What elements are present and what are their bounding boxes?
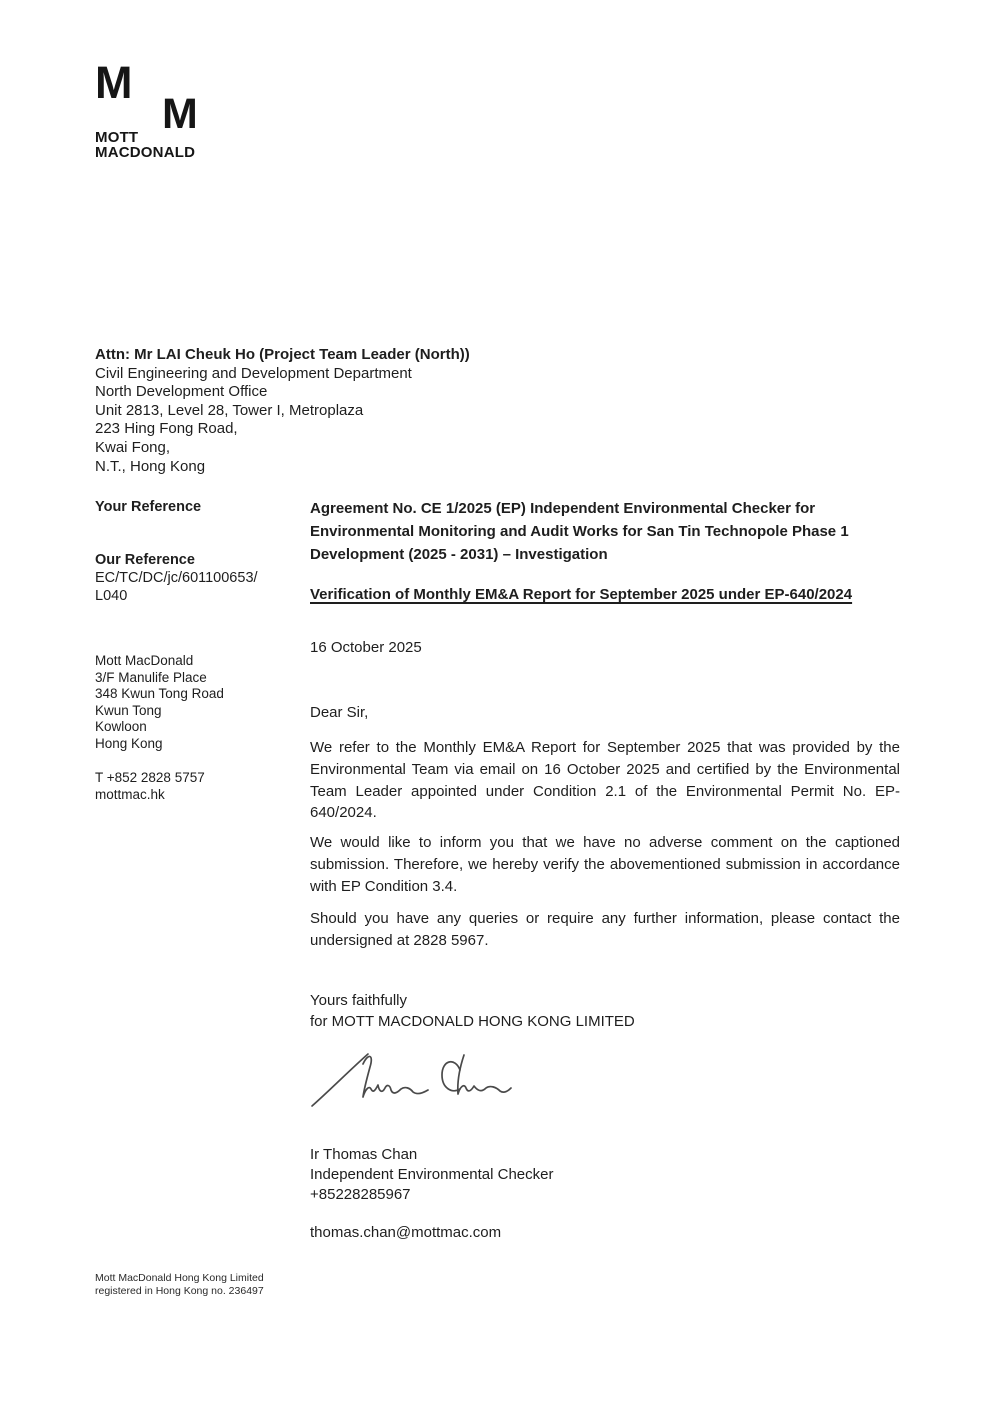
body-paragraph: We refer to the Monthly EM&A Report for September 2025 that was provided by the Environmental Team via email on 16 October 2025 and certified by the Environmental Team Leader appointed under Condition 2.1 of the Environmental Permit No. EP-640/2024.: [310, 739, 900, 822]
footer-line: Mott MacDonald Hong Kong Limited: [95, 1272, 264, 1284]
signatory-title: Independent Environmental Checker: [310, 1166, 554, 1183]
logo-wordmark: [95, 131, 195, 160]
letter-subject: Agreement No. CE 1/2025 (EP) Independent Environmental Checker for Environmental Monitoring and Audit Works for San Tin Technopole Phase 1 Development (2025 - 2031) – Investigation: [310, 500, 849, 563]
our-reference-label: Our Reference: [95, 552, 195, 568]
signatory-email: thomas.chan@mottmac.com: [310, 1224, 502, 1241]
signature-image: [308, 1048, 518, 1112]
body-paragraph: Should you have any queries or require any further information, please contact the undersigned at 2828 5967.: [310, 910, 900, 949]
your-reference-label: Your Reference: [95, 499, 202, 515]
attn-line: Attn: Mr LAI Cheuk Ho (Project Team Leader (North)): [95, 346, 470, 363]
sender-address-line: 3/F Manulife Place: [95, 669, 207, 685]
sender-website: mottmac.hk: [95, 786, 165, 802]
sender-address-line: 348 Kwun Tong Road: [95, 686, 224, 702]
logo-wordmark-line2: MACDONALD: [95, 143, 196, 161]
recipient-line: N.T., Hong Kong: [95, 457, 206, 475]
sender-address-line: Kowloon: [95, 719, 147, 735]
recipient-line: Unit 2813, Level 28, Tower I, Metroplaza: [95, 401, 364, 419]
recipient-line: Kwai Fong,: [95, 438, 171, 456]
salutation: Dear Sir,: [310, 704, 369, 721]
logo-wordmark-line1: MOTT: [95, 129, 139, 146]
recipient-line: 223 Hing Fong Road,: [95, 420, 238, 438]
our-reference-value: L040: [95, 588, 128, 604]
footer-line: registered in Hong Kong no. 236497: [95, 1285, 264, 1297]
recipient-line: North Development Office: [95, 383, 268, 401]
our-reference-value: EC/TC/DC/jc/601100653/: [95, 570, 258, 586]
closing-line: Yours faithfully: [310, 992, 408, 1009]
our-reference-block: [95, 551, 258, 605]
logo-m-upper-icon: M: [95, 57, 132, 108]
mott-macdonald-logo: [95, 57, 235, 165]
closing-block: [310, 990, 900, 1032]
recipient-address-block: [95, 346, 470, 476]
sender-address-line: Kwun Tong: [95, 702, 162, 718]
sender-address-block: [95, 653, 224, 753]
signatory-block: [310, 1145, 900, 1205]
recipient-line: Civil Engineering and Development Department: [95, 364, 412, 382]
sender-address-line: Mott MacDonald: [95, 653, 194, 668]
sender-address-line: Hong Kong: [95, 735, 163, 751]
body-paragraph: We would like to inform you that we have no adverse comment on the captioned submission. Therefore, we hereby verify the abovementioned submission in accordance with EP Condition 3.4.: [310, 834, 900, 895]
closing-company-line: for MOTT MACDONALD HONG KONG LIMITED: [310, 1013, 635, 1030]
signatory-phone: +85228285967: [310, 1186, 411, 1203]
registration-footer: [95, 1272, 264, 1298]
logo-m-lower-icon: M: [162, 90, 197, 138]
sender-phone: T +852 2828 5757: [95, 770, 205, 785]
sender-contact-block: [95, 770, 205, 803]
letter-date: 16 October 2025: [310, 639, 422, 656]
letter-title-underlined: Verification of Monthly EM&A Report for September 2025 under EP-640/2024: [310, 586, 853, 603]
signatory-name: Ir Thomas Chan: [310, 1146, 418, 1163]
